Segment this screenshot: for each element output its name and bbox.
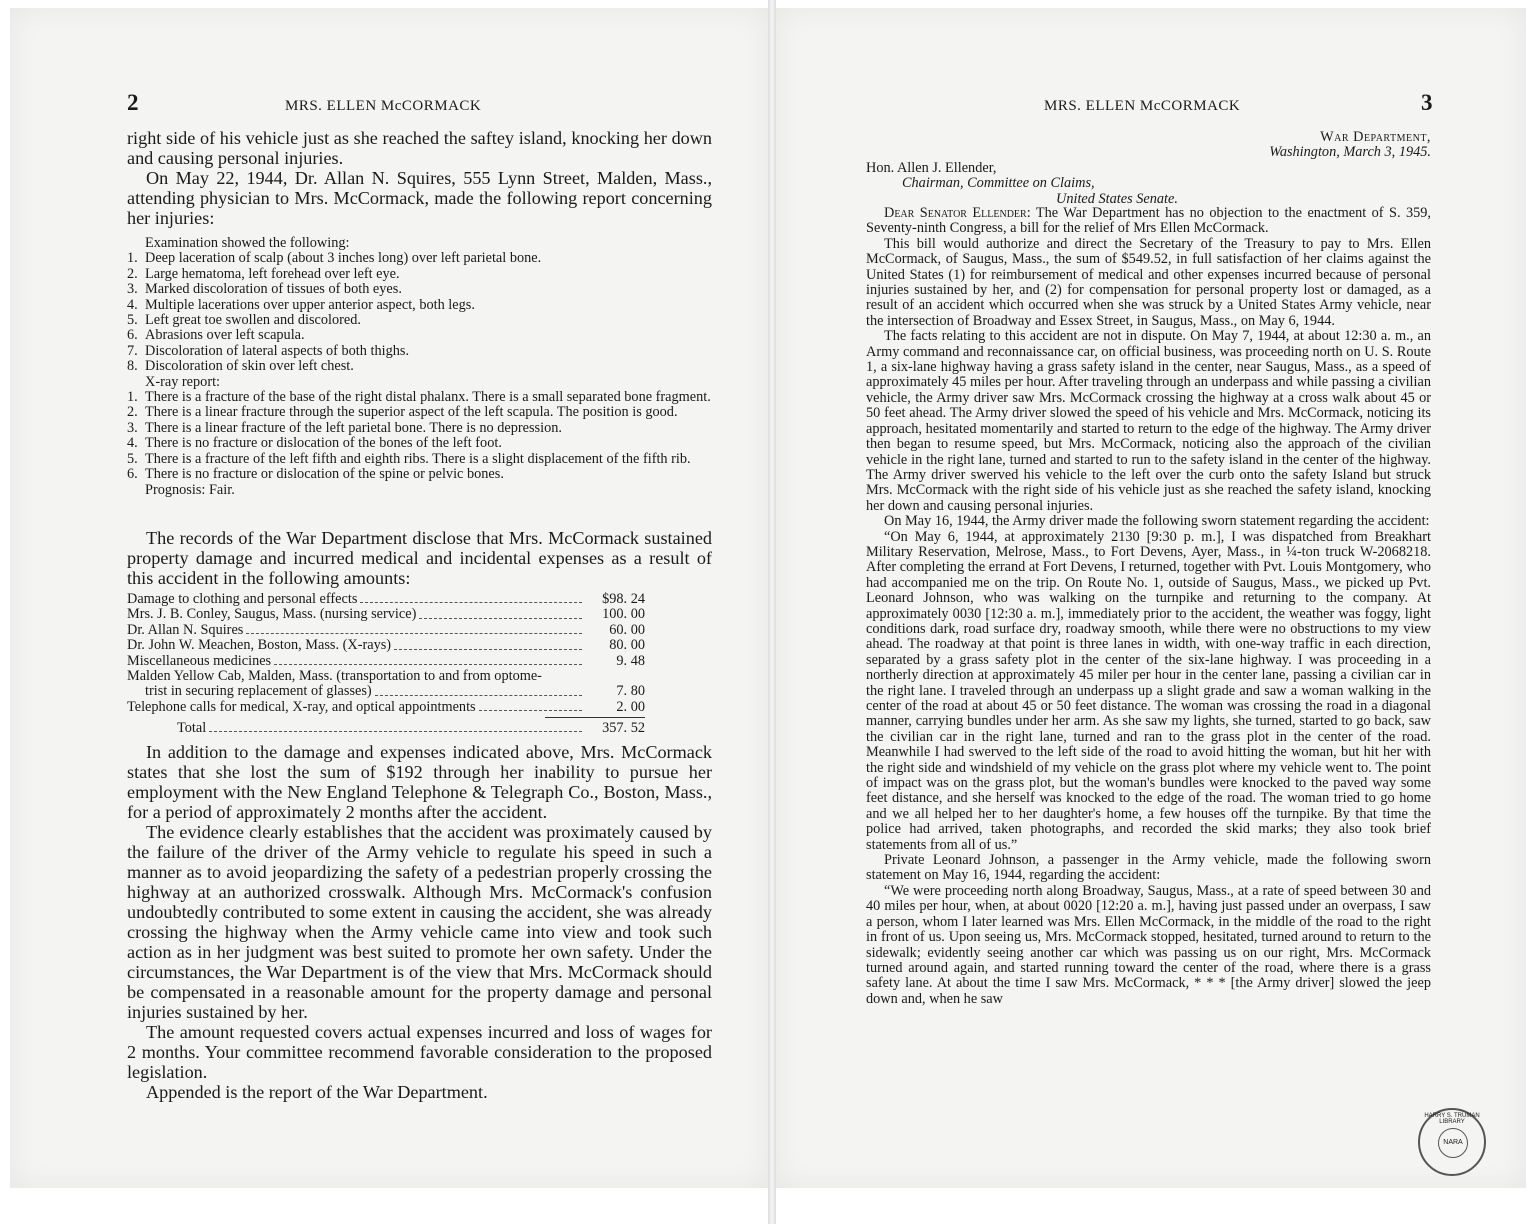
xray-item-text: There is a fracture of the base of the right distal phalanx. There is a small separated bone fragment. — [145, 389, 711, 406]
exam-item-number: 2. — [127, 265, 138, 282]
stamp-ring-text: HARRY S. TRUMAN LIBRARY — [1424, 1113, 1480, 1125]
addressee-name: Hon. Allen J. Ellender, — [866, 159, 997, 176]
expense-leader — [375, 695, 582, 696]
exam-item-text: Large hematoma, left forehead over left eye. — [145, 265, 400, 282]
expense-amount: 2. 00 — [616, 698, 645, 715]
left-page — [10, 8, 768, 1188]
expense-amount: 60. 00 — [609, 621, 645, 638]
expense-amount: 7. 80 — [616, 683, 645, 700]
records-paragraph: The records of the War Department disclose that Mrs. McCormack sustained property damage and incurred medical and incidental expenses as a result of this accident in the following amounts: — [127, 528, 712, 588]
expense-label: Mrs. J. B. Conley, Saugus, Mass. (nursing service) — [127, 606, 417, 623]
expense-label: Damage to clothing and personal effects — [127, 591, 358, 607]
expense-leader — [394, 649, 582, 650]
exam-item — [127, 251, 712, 266]
xray-heading: X-ray report: — [145, 373, 221, 390]
exam-item — [127, 298, 712, 313]
expense-label: Miscellaneous medicines — [127, 652, 272, 669]
exam-item — [127, 267, 712, 282]
exam-item-number: 3. — [127, 281, 138, 298]
letter-body — [866, 206, 1431, 1007]
running-head-left: MRS. ELLEN McCORMACK — [285, 98, 482, 114]
exam-item — [127, 344, 712, 359]
right-page — [776, 8, 1526, 1188]
closing-paragraph-1: In addition to the damage and expenses indicated above, Mrs. McCormack states that she lost the sum of $192 through her inability to pursue her employment with the New England Telephone & Telegraph Co., Boston, Mass., for a period of approximately 2 months after the accident. — [127, 742, 712, 822]
expense-leader — [479, 710, 582, 711]
letter-dateline: Washington, March 3, 1945. — [1269, 144, 1431, 161]
salutation: Dear Senator Ellender: — [884, 205, 1031, 221]
xray-list — [127, 390, 712, 482]
letter-paragraph-6: Private Leonard Johnson, a passenger in the Army vehicle, made the following sworn statement on May 16, 1944, regarding the accident: — [866, 852, 1431, 884]
intro-paragraph-1: right side of his vehicle just as she reached the saftey island, knocking her down and causing personal injuries. — [127, 128, 712, 168]
left-intro — [127, 128, 712, 228]
expense-amount: 100. 00 — [602, 606, 645, 623]
exam-item-text: Abrasions over left scapula. — [145, 327, 305, 344]
exam-item — [127, 359, 712, 374]
exam-item-number: 4. — [127, 296, 138, 313]
prognosis: Prognosis: Fair. — [145, 481, 235, 498]
xray-item-number: 4. — [127, 435, 138, 452]
expense-label: Telephone calls for medical, X-ray, and optical appointments — [127, 698, 476, 715]
letter-paragraph-1: The War Department has no objection to the enactment of S. 359, Seventy-ninth Congress, a bill for the relief of Mrs Ellen McCormack. — [866, 205, 1431, 237]
left-closing — [127, 742, 712, 1102]
letter-paragraph-2: This bill would authorize and direct the Secretary of the Treasury to pay to Mrs. Ellen McCormack, of Saugus, Mass., the sum of $549.52, in full satisfaction of her claims against the United States (1) for reimbursement of medical and other expenses incurred because of personal injuries sustained by her, and (2) for compensation for personal property lost or damaged, as a result of an accident which occurred when she was struck by a United States Army vehicle, near the intersection of Broadway and Essex Street, in Saugus, Mass., on May 6, 1944. — [866, 235, 1431, 329]
expense-label: trist in securing replacement of glasses) — [145, 683, 372, 700]
xray-item-text: There is a linear fracture of the left parietal bone. There is no depression. — [145, 419, 562, 436]
passenger-statement: “We were proceeding north along Broadway, Saugus, Mass., at a rate of speed between 30 and 40 miles per hour, when, at about 0020 [12:20 a. m.], having just passed under an overpass, I saw a person, whom I later learned was Mrs. Ellen McCormack, in the middle of the road to the right in front of us. Upon seeing us, Mrs. McCormack stopped, hesitated, turned around to return to the sidewalk; evidently seeing another car which was passing us on our right, Mrs. McCormack turned around again, and started running toward the center of the road, where there is a grass safety lane. At about the time I saw Mrs. McCormack, * * * [the Army driver] slowed the jeep down and, when he saw — [866, 882, 1431, 1007]
xray-item — [127, 390, 712, 405]
xray-item-number: 2. — [127, 404, 138, 421]
exam-heading: Examination showed the following: — [145, 235, 350, 251]
xray-item — [127, 436, 712, 451]
expense-leader — [360, 602, 582, 603]
archive-stamp — [1418, 1108, 1486, 1176]
expense-amount: $98. 24 — [602, 591, 645, 607]
exam-item-number: 1. — [127, 250, 138, 267]
xray-item — [127, 452, 712, 467]
medical-report — [127, 236, 712, 498]
intro-paragraph-2: On May 22, 1944, Dr. Allan N. Squires, 555 Lynn Street, Malden, Mass., attending physician to Mrs. McCormack, made the following report concerning her injuries: — [127, 168, 712, 228]
exam-item-text: Multiple lacerations over upper anterior aspect, both legs. — [145, 296, 475, 313]
letter-header — [866, 130, 1431, 207]
xray-item-number: 6. — [127, 466, 138, 483]
expense-amount: 80. 00 — [609, 637, 645, 654]
expense-row — [127, 592, 645, 607]
exam-item-number: 8. — [127, 358, 138, 375]
exam-item-text: Deep laceration of scalp (about 3 inches long) over left parietal bone. — [145, 250, 542, 267]
addressee-title: Chairman, Committee on Claims, — [902, 175, 1095, 192]
expense-row — [127, 700, 645, 715]
expense-row — [127, 654, 645, 669]
exam-item-number: 7. — [127, 342, 138, 359]
records-block — [127, 528, 712, 588]
xray-item-text: There is a linear fracture through the superior aspect of the left scapula. The position is good. — [145, 404, 678, 421]
page-number-left: 2 — [127, 90, 139, 115]
xray-item-number: 3. — [127, 419, 138, 436]
expense-row — [127, 607, 645, 622]
expense-total — [127, 714, 645, 736]
xray-item-text: There is a fracture of the left fifth and eighth ribs. There is a slight displacement of the fifth rib. — [145, 450, 691, 467]
department-name: War Department, — [1320, 129, 1431, 145]
exam-item — [127, 313, 712, 328]
letter-paragraph-4: On May 16, 1944, the Army driver made the following sworn statement regarding the accident: — [884, 513, 1430, 530]
exam-list — [127, 251, 712, 374]
driver-statement: “On May 6, 1944, at approximately 2130 [9:30 p. m.], I was dispatched from Breakhart Military Reservation, Melrose, Mass., to Fort Devens, Ayer, Mass., in ¼-ton truck W-2068218. After completing the errand at Fort Devens, I returned, together with Pvt. Louis Montgomery, who had accompanied me on the trip. On Route No. 1, outside of Saugus, Mass., we picked up Pvt. Leonard Johnson, who was walking on the turnpike and returning to the company. At approximately 0030 [12:30 a. m.], immediately prior to the accident, the weather was foggy, light conditions dark, road surface dry, roadway smooth, while there were no obstructions to my view ahead. The roadway at that point is three lanes in width, with one-way traffic in each direction, separated by a grass safety plot in the center of the six-lane highway. I was proceeding in a northerly direction at approximately 45 miler per hour in the center lane, passing a civilian car in the right lane. I traveled through an underpass up a slight grade and saw a woman walking in the center of the road at about 45 or 50 feet distance. The woman was crossing the road in a diagonal manner, carrying bundles under her arm. As she saw my lights, she turned, started to go back, saw the civilian car in the right lane, turned and ran to the grass plot in the center of the road. Meanwhile I had swerved to the left side of the road to avoid hitting the woman, but hit her with the right side and windshield of my vehicle on the grass plot where my vehicle went to. The point of impact was on the grass plot, but the woman's bundles were knocked to the paved way some feet distance, and she herself was knocked to the edge of the road. The woman tried to go home and we all helped her to her daughter's home, a few houses off the turnpike. By that time the police had arrived, taken photographs, and recorded the skid marks; they also took brief statements from all of us.” — [866, 528, 1431, 853]
xray-item-number: 1. — [127, 389, 138, 406]
expense-table — [127, 592, 645, 715]
expense-label: Dr. John W. Meachen, Boston, Mass. (X-rays) — [127, 637, 392, 654]
xray-item-text: There is no fracture or dislocation of the spine or pelvic bones. — [145, 466, 504, 483]
exam-item-text: Discoloration of skin over left chest. — [145, 358, 354, 375]
exam-item-text: Left great toe swollen and discolored. — [145, 312, 361, 329]
total-label: Total — [177, 720, 207, 736]
xray-item — [127, 421, 712, 436]
xray-item-number: 5. — [127, 450, 138, 467]
exam-item — [127, 282, 712, 297]
stamp-center-text: NARA — [1438, 1128, 1468, 1158]
exam-item — [127, 328, 712, 343]
exam-item-number: 5. — [127, 312, 138, 329]
book-gutter — [768, 0, 776, 1224]
total-amount: 357. 52 — [602, 720, 645, 736]
page-number-right: 3 — [1421, 90, 1433, 115]
total-leader — [209, 731, 582, 732]
closing-paragraph-2: The evidence clearly establishes that the accident was proximately caused by the failure of the driver of the Army vehicle to regulate his speed in such a manner as to avoid jeopardizing the safety of a pedestrian properly crossing the highway at an authorized crosswalk. Although Mrs. McCormack's confusion undoubtedly contributed to some extent in causing the accident, she was already crossing the highway when the Army vehicle came into view and took such action as in her judgment was best suited to promote her own safety. Under the circumstances, the War Department is of the view that Mrs. McCormack should be compensated in a reasonable amount for the property damage and personal injuries sustained by her. — [127, 822, 712, 1022]
expense-row — [127, 684, 645, 699]
letter-paragraph-3: The facts relating to this accident are not in dispute. On May 7, 1944, at about 12:30 a. m., an Army command and reconnaissance car, on official business, was proceeding north on U. S. Route 1, a six-lane highway having a grass safety island in the center, near Saugus, Mass., as a speed of approximately 45 miles per hour. After traveling through an underpass and while passing a civilian vehicle, the Army driver saw Mrs. McCormack crossing the highway at a cross walk about 45 or 50 feet ahead. The Army driver slowed the speed of his vehicle and Mrs. McCormack, noticing its approach, hesitated momentarily and started to return to the edge of the highway. The Army driver then began to resume speed, but Mrs. McCormack, noticing also the approach of the civilian vehicle in the right lane, turned and started to run to the safety island in the center of the highway. The Army driver swerved his vehicle to the left over the curb onto the safety Island but struck Mrs. McCormack with the right side of his vehicle just as she reached the safety island, knocking her down and causing personal injuries. — [866, 328, 1431, 514]
exam-item-text: Discoloration of lateral aspects of both thighs. — [145, 342, 410, 359]
addressee-org: United States Senate. — [1056, 190, 1178, 207]
expense-leader — [274, 664, 582, 665]
running-head-right: MRS. ELLEN McCORMACK — [1044, 98, 1241, 114]
xray-item — [127, 405, 712, 420]
xray-item — [127, 467, 712, 482]
expense-row — [127, 623, 645, 638]
closing-paragraph-4: Appended is the report of the War Department. — [146, 1082, 488, 1102]
expense-leader — [246, 633, 582, 634]
expense-row — [127, 638, 645, 653]
closing-paragraph-3: The amount requested covers actual expenses incurred and loss of wages for 2 months. Your committee recommend favorable consideration to the proposed legislation. — [127, 1022, 712, 1082]
expense-leader — [419, 618, 582, 619]
xray-item-text: There is no fracture or dislocation of the bones of the left foot. — [145, 435, 502, 452]
total-rule — [545, 717, 645, 718]
expense-amount: 9. 48 — [616, 652, 645, 669]
exam-item-text: Marked discoloration of tissues of both eyes. — [145, 281, 402, 298]
exam-item-number: 6. — [127, 327, 138, 344]
expense-label: Dr. Allan N. Squires — [127, 621, 244, 638]
expense-label-line1: Malden Yellow Cab, Malden, Mass. (transportation to and from optome- — [127, 668, 542, 685]
